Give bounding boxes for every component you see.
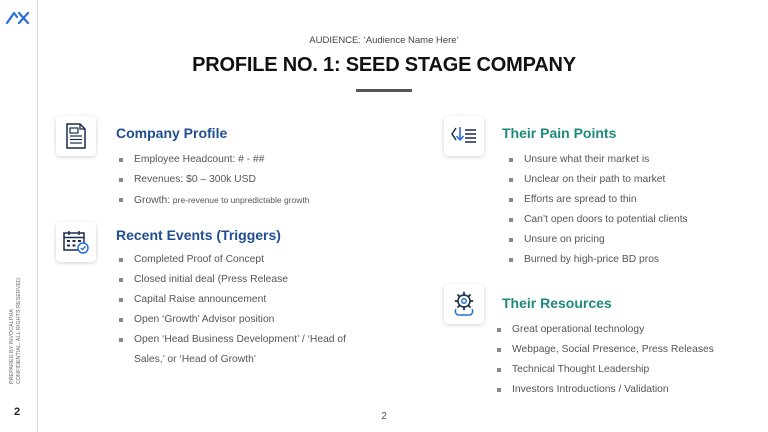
list-item: Great operational technology — [496, 320, 756, 340]
download-list-icon — [444, 116, 484, 156]
list-item: Unclear on their path to market — [508, 170, 748, 190]
sidebar-page-number: 2 — [14, 406, 21, 418]
recent-events-list — [118, 250, 358, 370]
list-item: Revenues: $0 – 300k USD — [118, 170, 388, 190]
document-icon — [56, 116, 96, 156]
list-item: Investors Introductions / Validation — [496, 380, 756, 400]
gear-brain-icon — [444, 284, 484, 324]
prepared-by-text: PREPARED BY INVOCALPHA — [9, 308, 15, 384]
audience-label: AUDIENCE: ‘Audience Name Here’ — [309, 35, 459, 46]
recent-events-heading: Recent Events (Triggers) — [116, 227, 281, 243]
company-profile-list — [118, 150, 388, 211]
list-item: Burned by high-price BD pros — [508, 250, 748, 270]
growth-note: pre-revenue to unpredictable growth — [172, 195, 310, 205]
pain-points-list — [508, 150, 748, 270]
page-number: 2 — [381, 411, 387, 422]
list-item: Open ‘Growth’ Advisor position — [118, 310, 358, 330]
list-item: Unsure what their market is — [508, 150, 748, 170]
list-item: Capital Raise announcement — [118, 290, 358, 310]
pain-points-heading: Their Pain Points — [502, 125, 617, 141]
list-item: Open ‘Head Business Development’ / ‘Head of Sales,’ or ‘Head of Growth’ — [118, 330, 358, 370]
brand-logo-icon — [6, 11, 30, 30]
list-item: Webpage, Social Presence, Press Releases — [496, 340, 756, 360]
list-item: Employee Headcount: # - ## — [118, 150, 388, 170]
confidential-notice — [9, 184, 31, 384]
list-item: Technical Thought Leadership — [496, 360, 756, 380]
list-item: Can’t open doors to potential clients — [508, 210, 748, 230]
resources-list — [496, 320, 756, 400]
list-item: Efforts are spread to thin — [508, 190, 748, 210]
list-item: Unsure on pricing — [508, 230, 748, 250]
calendar-check-icon — [56, 222, 96, 262]
list-item: Growth: pre-revenue to unpredictable growth — [118, 190, 388, 211]
title-underline — [356, 89, 412, 92]
resources-heading: Their Resources — [502, 295, 612, 311]
page-title: PROFILE NO. 1: SEED STAGE COMPANY — [192, 54, 576, 76]
list-item: Closed initial deal (Press Release — [118, 270, 358, 290]
company-profile-heading: Company Profile — [116, 125, 228, 141]
list-item: Completed Proof of Concept — [118, 250, 358, 270]
confidential-text: CONFIDENTIAL. ALL RIGHTS RESERVED. — [16, 276, 22, 384]
